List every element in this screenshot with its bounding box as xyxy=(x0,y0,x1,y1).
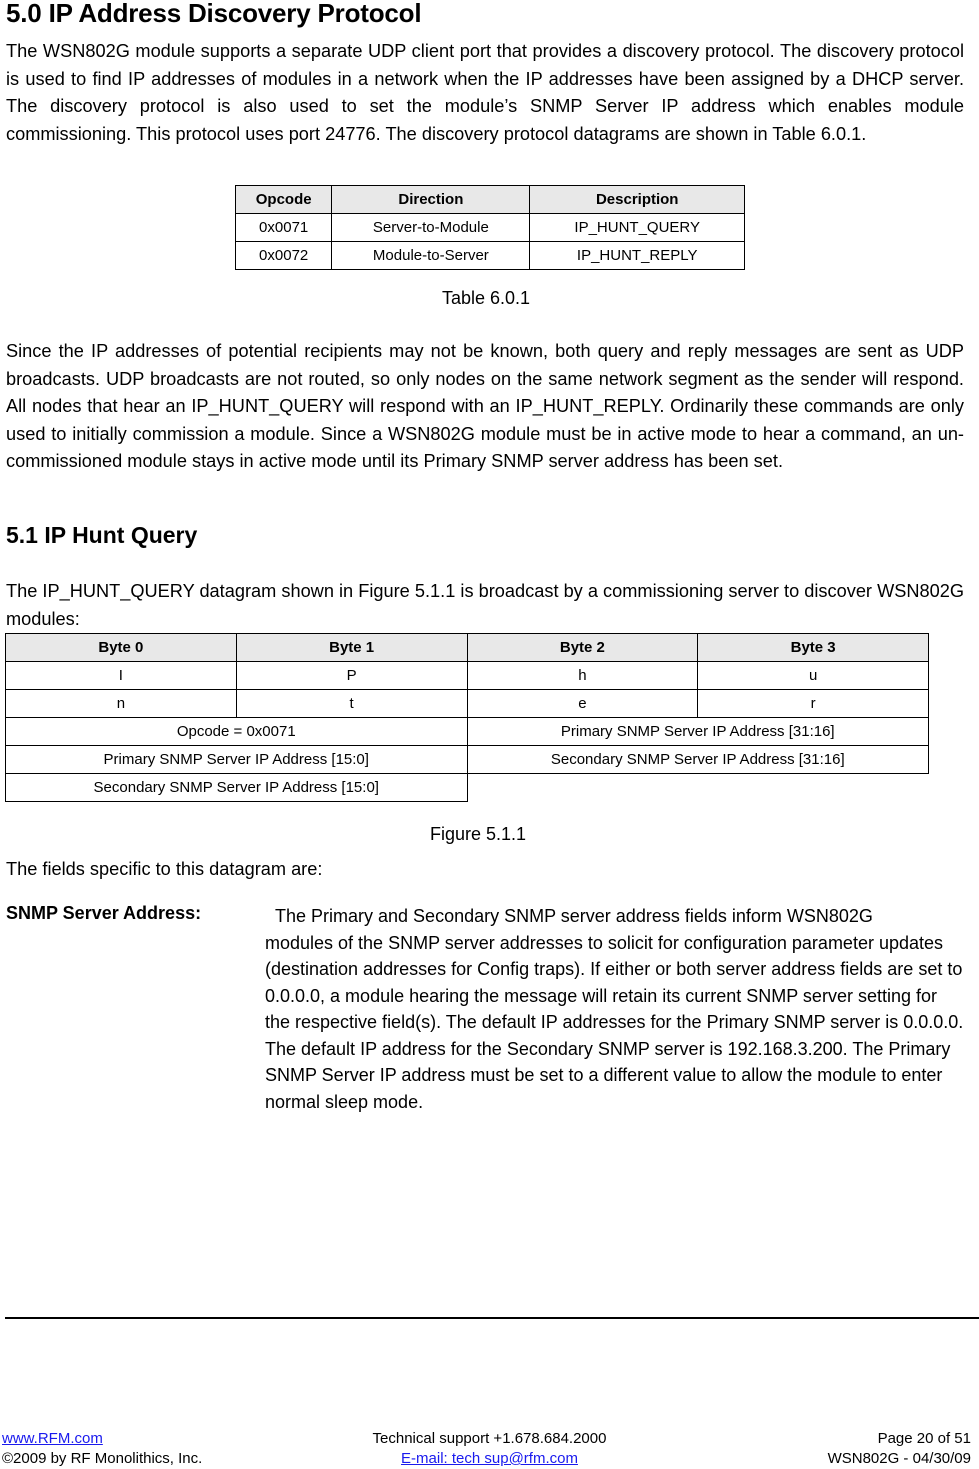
datagram-table xyxy=(5,633,929,802)
header-byte-3: Byte 3 xyxy=(698,634,929,662)
cell-description: IP_HUNT_QUERY xyxy=(530,214,745,242)
cell-direction: Module-to-Server xyxy=(332,242,530,270)
header-byte-1: Byte 1 xyxy=(236,634,467,662)
footer-website-link[interactable]: www.RFM.com xyxy=(2,1430,103,1447)
header-byte-0: Byte 0 xyxy=(6,634,237,662)
subsection-title: 5.1 IP Hunt Query xyxy=(6,522,198,548)
table-row xyxy=(6,690,929,718)
byte-cell: t xyxy=(236,690,467,718)
section-title: 5.0 IP Address Discovery Protocol xyxy=(6,0,422,28)
field-cell: Secondary SNMP Server IP Address [31:16] xyxy=(467,746,929,774)
field-description-first: The Primary and Secondary SNMP server address fields inform WSN802G xyxy=(275,906,873,926)
byte-cell: P xyxy=(236,662,467,690)
header-byte-2: Byte 2 xyxy=(467,634,698,662)
cell-opcode: 0x0071 xyxy=(236,214,332,242)
footer-doc-id: WSN802G - 04/30/09 xyxy=(827,1450,971,1467)
cell-opcode: 0x0072 xyxy=(236,242,332,270)
field-cell: Primary SNMP Server IP Address [15:0] xyxy=(6,746,468,774)
field-label: SNMP Server Address: xyxy=(6,903,202,923)
footer-support: Technical support +1.678.684.2000 xyxy=(372,1430,607,1447)
byte-cell: u xyxy=(698,662,929,690)
byte-cell: h xyxy=(467,662,698,690)
cell-description: IP_HUNT_REPLY xyxy=(530,242,745,270)
footer-right xyxy=(828,1429,971,1469)
footer-left xyxy=(2,1429,202,1469)
figure-caption: Figure 5.1.1 xyxy=(430,824,527,844)
header-description: Description xyxy=(530,186,745,214)
field-description xyxy=(265,903,965,1115)
table-row xyxy=(6,718,929,746)
header-direction: Direction xyxy=(332,186,530,214)
query-paragraph: The IP_HUNT_QUERY datagram shown in Figure 5.1.1 is broadcast by a commissioning server to discover WSN802G modules: xyxy=(6,581,964,629)
field-cell: Opcode = 0x0071 xyxy=(6,718,468,746)
datagram-header-row xyxy=(6,634,929,662)
byte-cell: n xyxy=(6,690,237,718)
field-description-rest: modules of the SNMP server addresses to solicit for configuration parameter updates (destination addresses for Config traps). If either or both server address fields are set to 0.0.0.0, a module hearing the message will retain its current SNMP server setting for the respective field(s). The default IP addresses for the Primary SNMP server is 0.0.0.0. The default IP address for the Secondary SNMP server is 192.168.3.200. The Primary SNMP Server IP address must be set to a different value to allow the module to enter normal sleep mode. xyxy=(265,932,964,1112)
footer-page-number: Page 20 of 51 xyxy=(877,1430,971,1447)
table-row xyxy=(6,746,929,774)
field-cell: Secondary SNMP Server IP Address [15:0] xyxy=(6,774,468,802)
footer-email-link[interactable]: E-mail: tech sup@rfm.com xyxy=(401,1450,578,1467)
byte-cell: e xyxy=(467,690,698,718)
footer-divider xyxy=(5,1317,979,1319)
byte-cell: I xyxy=(6,662,237,690)
byte-cell: r xyxy=(698,690,929,718)
table-row xyxy=(236,242,745,270)
empty-cell xyxy=(467,774,929,802)
table-row xyxy=(236,214,745,242)
footer-copyright: ©2009 by RF Monolithics, Inc. xyxy=(2,1450,203,1467)
fields-intro: The fields specific to this datagram are: xyxy=(6,859,323,879)
cell-direction: Server-to-Module xyxy=(332,214,530,242)
field-cell: Primary SNMP Server IP Address [31:16] xyxy=(467,718,929,746)
opcode-table xyxy=(235,185,745,270)
broadcast-paragraph: Since the IP addresses of potential recipients may not be known, both query and reply messages are sent as UDP broadcasts. UDP broadcasts are not routed, so only nodes on the same network segment as the sender will respond. All nodes that hear an IP_HUNT_QUERY will respond with an IP_HUNT_REPLY. Ordinarily these commands are only used to initially commission a module. Since a WSN802G module must be in active mode to hear a command, an un-commissioned module stays in active mode until its Primary SNMP server address has been set. xyxy=(6,341,964,471)
table-caption: Table 6.0.1 xyxy=(442,288,531,308)
header-opcode: Opcode xyxy=(236,186,332,214)
intro-paragraph: The WSN802G module supports a separate UDP client port that provides a discovery protocol. The discovery protocol is used to find IP addresses of modules in a network when the IP addresses have been assigned by a DHCP server. The discovery protocol is also used to set the module’s SNMP Server IP address which enables module commissioning. This protocol uses port 24776. The discovery protocol datagrams are shown in Table 6.0.1. xyxy=(6,41,964,144)
table-row xyxy=(6,774,929,802)
table-row xyxy=(6,662,929,690)
table-header-row xyxy=(236,186,745,214)
